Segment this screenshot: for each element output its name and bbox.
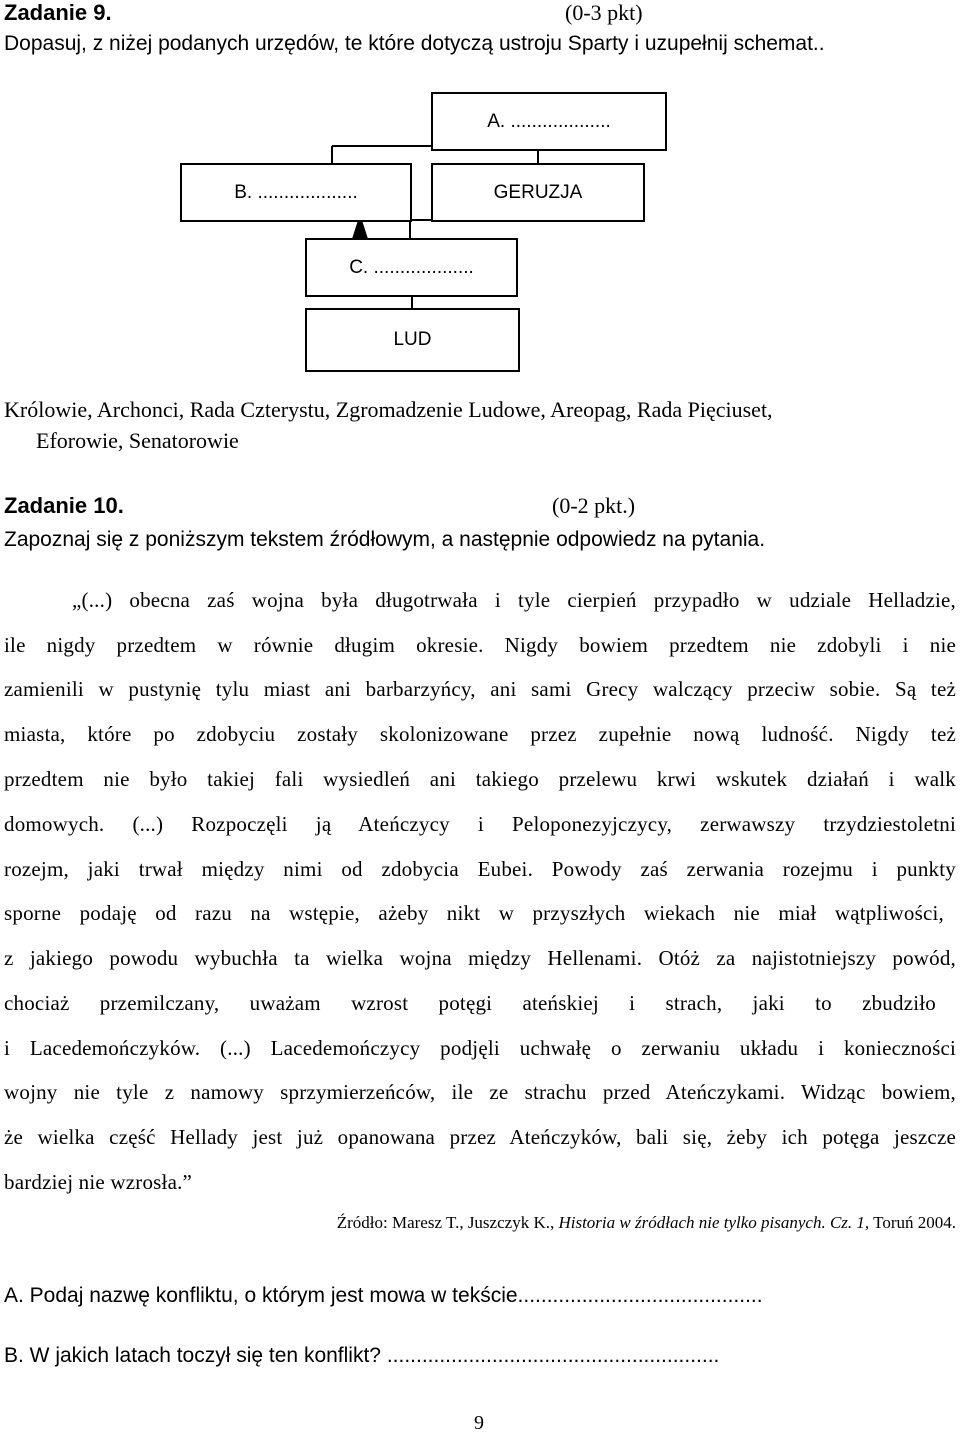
source-text-line: miasta, które po zdobyciu zostały skolonizowane przez zupełnie nową ludność. Nigdy też (4, 722, 956, 746)
box-a-label: A. ................... (487, 110, 611, 132)
diagram-box-b (180, 163, 412, 222)
citation-place-year: Toruń 2004. (869, 1213, 956, 1232)
diagram-box-a (431, 92, 667, 151)
task10-points: (0-2 pkt.) (552, 493, 636, 518)
source-citation (337, 1213, 956, 1233)
source-text-line: że wielka część Hellady jest już opanowana przez Ateńczyków, bali się, żeby ich potęga jeszcze (4, 1125, 956, 1149)
source-text-line: i Lacedemończyków. (...) Lacedemończycy podjęli uchwałę o zerwaniu układu i konieczności (4, 1036, 956, 1060)
citation-title: Historia w źródłach nie tylko pisanych. Cz. 1, (558, 1213, 870, 1232)
diagram-box-c (305, 238, 518, 297)
box-geruzja-label: GERUZJA (493, 181, 583, 203)
task10-title: Zadanie 10. (4, 493, 124, 518)
task9-options-line1: Królowie, Archonci, Rada Czterystu, Zgromadzenie Ludowe, Areopag, Rada Pięciuset, (4, 397, 773, 422)
task9-instruction: Dopasuj, z niżej podanych urzędów, te które dotyczą ustroju Sparty i uzupełnij schemat.. (4, 32, 825, 55)
source-text-line: bardziej nie wzrosła.” (4, 1170, 193, 1194)
task9-options-line2: Eforowie, Senatorowie (36, 428, 239, 453)
page-number: 9 (474, 1412, 484, 1434)
question-b: B. W jakich latach toczył się ten konflikt? ......................................................... (4, 1344, 720, 1367)
citation-authors: Źródło: Maresz T., Juszczyk K., (336, 1213, 559, 1232)
source-text-line: ile nigdy przedtem w równie długim okresie. Nigdy bowiem przedtem nie zdobyli i nie (4, 633, 956, 657)
task9-title: Zadanie 9. (4, 0, 112, 25)
source-text-line: sporne podaję od razu na wstępie, ażeby nikt w przyszłych wiekach nie miał wątpliwości, (4, 901, 944, 925)
source-text-line: przedtem nie było takiej fali wysiedleń ani takiego przelewu krwi wskutek działań i walk (4, 767, 956, 791)
diagram-box-lud (305, 308, 520, 372)
task10-instruction: Zapoznaj się z poniższym tekstem źródłowym, a następnie odpowiedz na pytania. (4, 528, 766, 551)
source-text-line: z jakiego powodu wybuchła ta wielka wojna między Hellenami. Otóż za najistotniejszy powód, (4, 946, 956, 970)
question-a: A. Podaj nazwę konfliktu, o którym jest mowa w tekście.......................................... (4, 1284, 763, 1307)
box-c-label: C. ................... (349, 256, 474, 278)
box-lud-label: LUD (393, 329, 432, 350)
source-text-line: zamienili w pustynię tylu miast ani barbarzyńcy, ani sami Grecy walczący przeciw sobie. Są też (4, 677, 956, 701)
source-text-line: domowych. (...) Rozpoczęli ją Ateńczycy i Peloponezyjczycy, zerwawszy trzydziestoletni (4, 812, 956, 836)
source-text-line: wojny nie tyle z namowy sprzymierzeńców, ile ze strachu przed Ateńczykami. Widząc bowiem, (4, 1080, 956, 1104)
source-text-line: chociaż przemilczany, uważam wzrost potęgi ateńskiej i strach, jaki to zbudziło (4, 991, 936, 1015)
box-b-label: B. ................... (234, 181, 358, 203)
source-text-line: rozejm, jaki trwał między nimi od zdobycia Eubei. Powody zaś zerwania rozejmu i punkty (4, 857, 956, 881)
source-text-line: „(...) obecna zaś wojna była długotrwała i tyle cierpień przypadło w udziale Helladzie, (72, 588, 956, 612)
task9-points: (0-3 pkt) (565, 0, 643, 25)
diagram-box-geruzja (431, 163, 645, 222)
